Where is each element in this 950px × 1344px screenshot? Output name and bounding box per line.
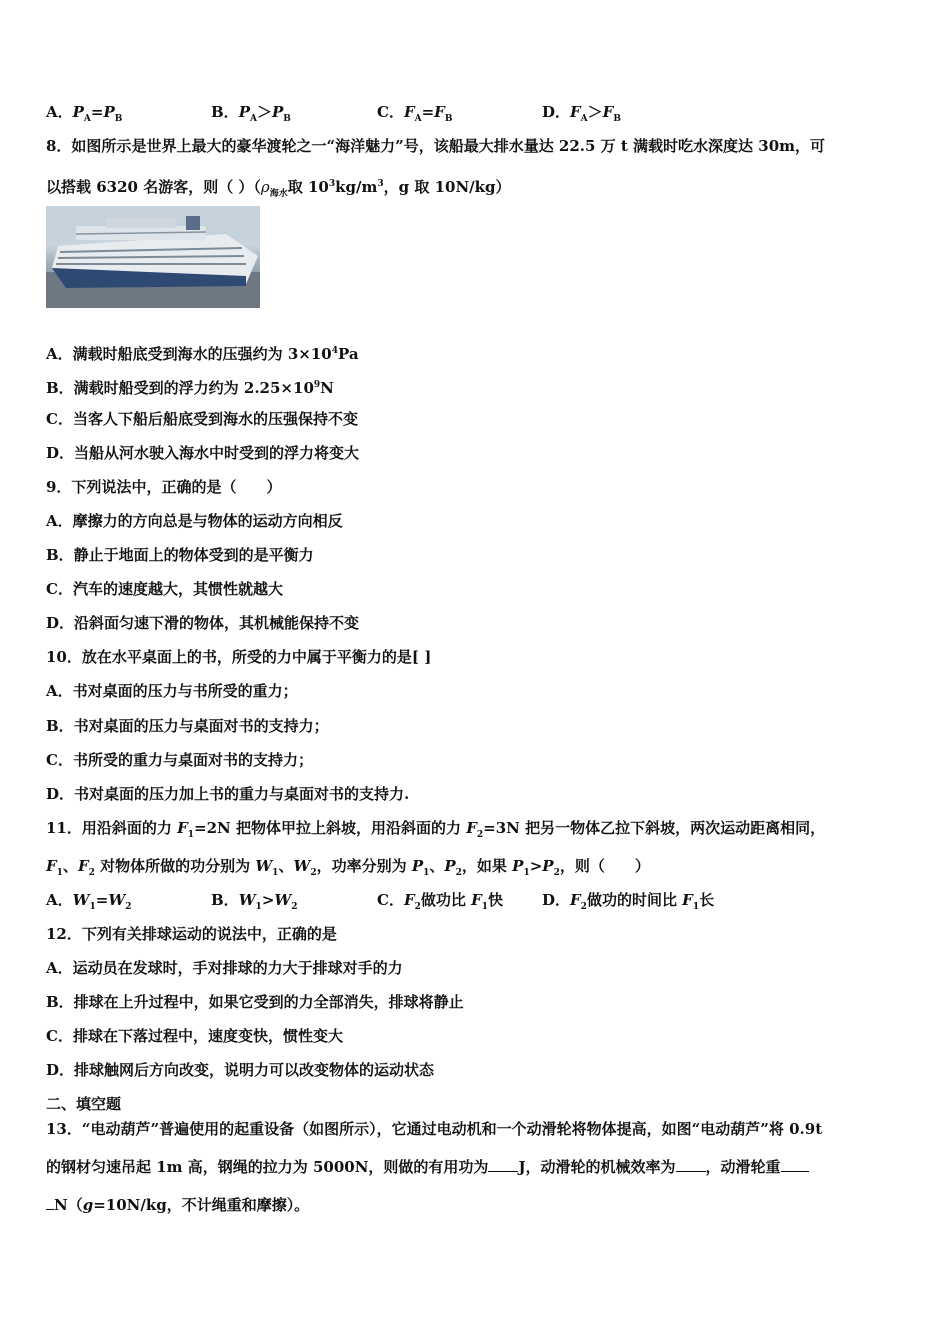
q10-option-b[interactable]: B．书对桌面的压力与桌面对书的支持力； (46, 717, 329, 735)
q13-stem-line2: 的钢材匀速吊起 1m 高，钢绳的拉力为 5000N，则做的有用功为 J，动滑轮的机械效率为 ，动滑轮重 (46, 1157, 809, 1177)
q8-stem-line1: 8．如图所示是世界上最大的豪华渡轮之一“海洋魅力”号，该船最大排水量达 22.5 万 t 满载时吃水深度达 30m，可 (46, 137, 826, 155)
q9-option-a[interactable]: A．摩擦力的方向总是与物体的运动方向相反 (46, 512, 343, 530)
q11-stem-line1: 11．用沿斜面的力 $F_1=2N$ 把物体甲拉上斜坡，用沿斜面的力 $F_2=3N$ 把另一物体乙拉下斜坡，两次运动距离相同， (46, 819, 826, 840)
q7-option-c[interactable]: C．$F_A=F_B$ (377, 103, 453, 124)
q8-option-b[interactable]: B．满载时船受到的浮力约为 $2.25\times 10^9N$ (46, 379, 334, 397)
q10-option-d[interactable]: D．书对桌面的压力加上书的重力与桌面对书的支持力. (46, 785, 410, 803)
q10-stem: 10．放在水平桌面上的书，所受的力中属于平衡力的是[ ] (46, 648, 432, 666)
q11-stem-line2: $F_1$、$F_2$ 对物体所做的功分别为 $W_1$、$W_2$，功率分别为 $P_1$、$P_2$，如果 $P_1>P_2$，则（ ） (46, 857, 650, 878)
q13-stem-line1: 13．“电动葫芦”普遍使用的起重设备（如图所示），它通过电动机和一个动滑轮将物体提高，如图“电动葫芦”将 0.9t (46, 1120, 823, 1138)
q13-blank-useful-work[interactable] (488, 1157, 518, 1172)
q9-option-d[interactable]: D．沿斜面匀速下滑的物体，其机械能保持不变 (46, 614, 360, 632)
cruise-ship-photo (46, 206, 260, 308)
q8-option-c[interactable]: C．当客人下船后船底受到海水的压强保持不变 (46, 410, 358, 428)
q8-option-d[interactable]: D．当船从河水驶入海水中时受到的浮力将变大 (46, 444, 360, 462)
q13-stem-line3: N（g=10N/kg，不计绳重和摩擦）。 (46, 1195, 309, 1215)
q11-option-c[interactable]: C．$F_2$做功比 $F_1$快 (377, 891, 504, 912)
q7-option-b[interactable]: B．$P_A>P_B$ (211, 103, 291, 124)
q8-stem-line2: 以搭载 6320 名游客，则（ ）（$\rho_{海水}$取 $10^3kg/m^3$，g 取 10N/kg） (46, 178, 511, 199)
q13-blank-efficiency[interactable] (676, 1157, 706, 1172)
q11-option-d[interactable]: D．$F_2$做功的时间比 $F_1$长 (542, 891, 715, 912)
section-title-fill-in: 二、填空题 (46, 1095, 122, 1113)
q12-option-c[interactable]: C．排球在下落过程中，速度变快，惯性变大 (46, 1027, 343, 1045)
q13-blank-pulley-weight[interactable] (781, 1157, 809, 1172)
q8-option-a[interactable]: A．满载时船底受到海水的压强约为 $3\times 10^4Pa$ (46, 345, 359, 363)
q7-option-d[interactable]: D．$F_A>F_B$ (542, 103, 621, 124)
q12-option-a[interactable]: A．运动员在发球时，手对排球的力大于排球对手的力 (46, 959, 403, 977)
q12-option-b[interactable]: B．排球在上升过程中，如果它受到的力全部消失，排球将静止 (46, 993, 464, 1011)
q11-option-b[interactable]: B．$W_1>W_2$ (211, 891, 298, 912)
q12-option-d[interactable]: D．排球触网后方向改变，说明力可以改变物体的运动状态 (46, 1061, 435, 1079)
q9-option-b[interactable]: B．静止于地面上的物体受到的是平衡力 (46, 546, 314, 564)
q10-option-c[interactable]: C．书所受的重力与桌面对书的支持力； (46, 751, 313, 769)
q13-blank-pulley-weight-cont[interactable] (46, 1195, 54, 1210)
q7-option-a[interactable]: A．$P_A=P_B$ (46, 103, 123, 124)
q10-option-a[interactable]: A．书对桌面的压力与书所受的重力； (46, 682, 298, 700)
q12-stem: 12．下列有关排球运动的说法中，正确的是 (46, 925, 337, 943)
q9-option-c[interactable]: C．汽车的速度越大，其惯性就越大 (46, 580, 283, 598)
q9-stem: 9．下列说法中，正确的是（ ） (46, 478, 282, 496)
q11-option-a[interactable]: A．$W_1=W_2$ (46, 891, 132, 912)
